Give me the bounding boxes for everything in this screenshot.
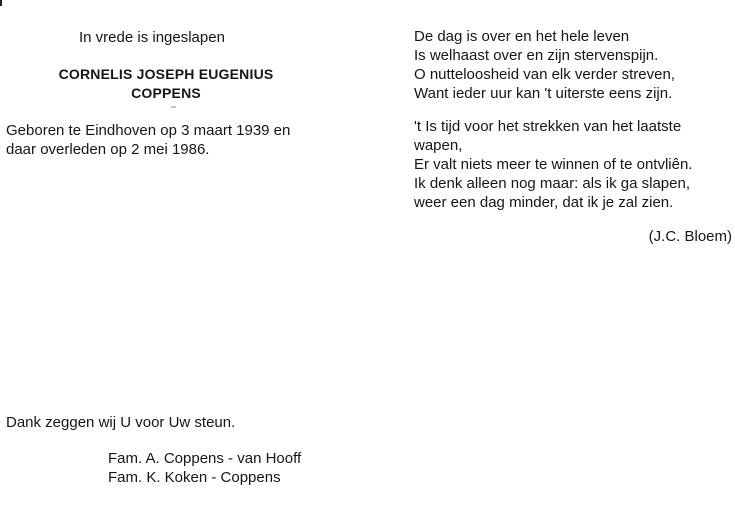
poem-stanza-1 — [414, 27, 675, 103]
signatory-line: Fam. K. Koken - Coppens — [108, 469, 281, 486]
verse-line: weer een dag minder, dat ik je zal zien. — [414, 194, 674, 211]
verse-line: De dag is over en het hele leven — [414, 28, 630, 45]
signatories — [108, 449, 301, 487]
intro-text: In vrede is ingeslapen — [79, 29, 225, 46]
corner-mark — [0, 0, 2, 6]
verse-line: wapen, — [414, 137, 463, 154]
verse-line: O nutteloosheid van elk verder streven, — [414, 66, 675, 83]
poem-stanza-2 — [414, 117, 692, 212]
verse-line: 't Is tijd voor het strekken van het laatste — [414, 118, 682, 135]
verse-line: Is welhaast over en zijn stervenspijn. — [414, 47, 659, 64]
name-line-given: CORNELIS JOSEPH EUGENIUS — [58, 66, 274, 82]
name-line-surname: COPPENS — [131, 85, 201, 101]
thanks-text: Dank zeggen wij U voor Uw steun. — [6, 414, 236, 431]
verse-line: Er valt niets meer te winnen of te ontvliên. — [414, 156, 693, 173]
verse-line: Ik denk alleen nog maar: als ik ga slapen, — [414, 175, 690, 192]
birth-death-text — [6, 121, 336, 159]
deceased-name — [6, 65, 326, 103]
dates-line: daar overleden op 2 mei 1986. — [6, 141, 210, 158]
right-column — [414, 0, 732, 525]
print-speck — [171, 106, 176, 108]
left-column — [6, 0, 336, 525]
verse-line: Want ieder uur kan 't uiterste eens zijn. — [414, 85, 673, 102]
dates-line: Geboren te Eindhoven op 3 maart 1939 en — [6, 122, 291, 139]
poem-attribution: (J.C. Bloem) — [648, 228, 732, 245]
signatory-line: Fam. A. Coppens - van Hooff — [108, 450, 302, 467]
